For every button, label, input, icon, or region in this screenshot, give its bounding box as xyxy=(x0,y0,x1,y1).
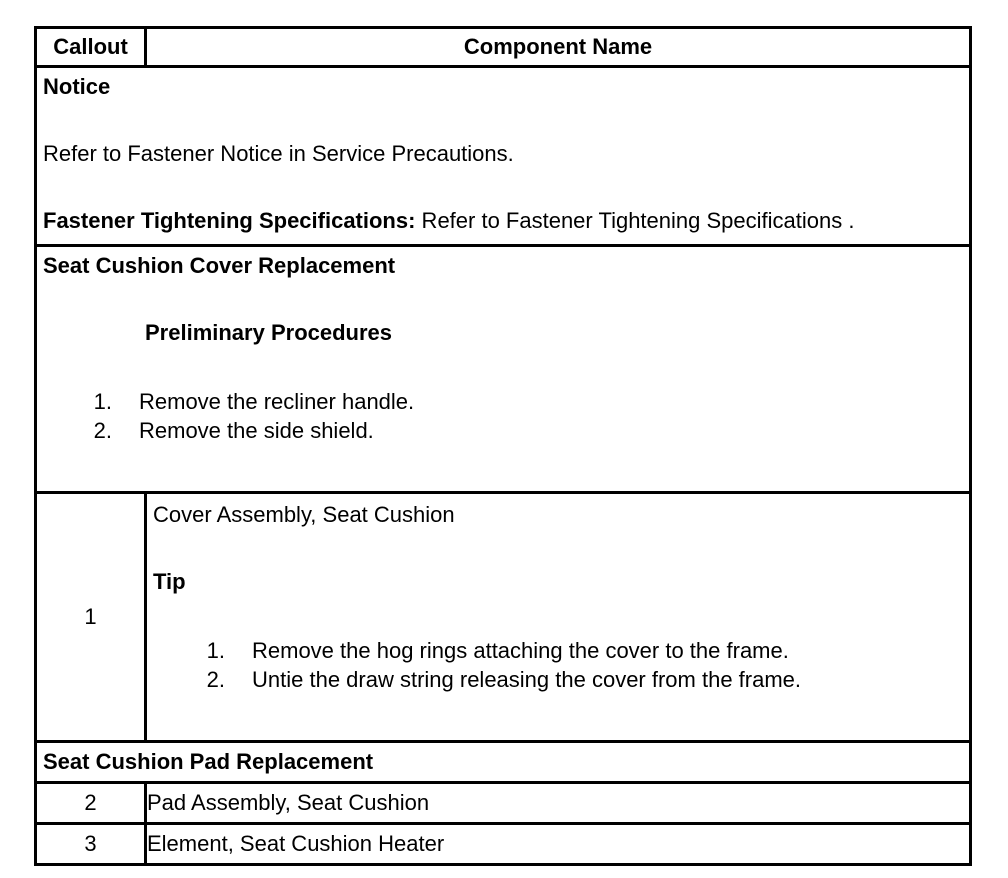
callout-cell: 1 xyxy=(36,493,146,742)
callout-header: Callout xyxy=(36,28,146,67)
list-item xyxy=(43,387,969,416)
cover-replacement-cell xyxy=(36,246,971,493)
step-number: 1. xyxy=(93,389,112,414)
pad-replacement-row xyxy=(36,742,971,783)
pad-replacement-title: Seat Cushion Pad Replacement xyxy=(36,742,971,783)
fastener-spec-line xyxy=(43,208,969,234)
list-item xyxy=(153,665,969,694)
table-row xyxy=(36,783,971,824)
component-cell xyxy=(146,493,971,742)
list-item xyxy=(153,636,969,665)
step-text: Remove the hog rings attaching the cover to the frame. xyxy=(252,638,789,663)
list-item xyxy=(43,416,969,445)
step-number: 2. xyxy=(93,418,112,443)
fastener-spec-label: Fastener Tightening Specifications: xyxy=(43,208,416,233)
component-name-header: Component Name xyxy=(146,28,971,67)
table-row xyxy=(36,493,971,742)
step-number: 1. xyxy=(206,638,225,663)
step-number: 2. xyxy=(206,667,225,692)
table-row xyxy=(36,824,971,865)
notice-title: Notice xyxy=(43,74,111,99)
cover-replacement-row xyxy=(36,246,971,493)
fastener-spec-text: Refer to Fastener Tightening Specifications . xyxy=(415,208,855,233)
cover-replacement-title: Seat Cushion Cover Replacement xyxy=(43,253,396,278)
component-name: Pad Assembly, Seat Cushion xyxy=(146,783,971,824)
preliminary-steps-list xyxy=(43,387,969,445)
tip-title: Tip xyxy=(153,569,186,594)
component-table xyxy=(34,26,972,866)
step-text: Untie the draw string releasing the cover from the frame. xyxy=(252,667,802,692)
callout-cell: 2 xyxy=(36,783,146,824)
component-name: Element, Seat Cushion Heater xyxy=(146,824,971,865)
component-name: Cover Assembly, Seat Cushion xyxy=(153,502,455,527)
tip-steps-list xyxy=(153,636,969,694)
step-text: Remove the side shield. xyxy=(139,418,374,443)
header-row xyxy=(36,28,971,67)
notice-row xyxy=(36,67,971,246)
callout-cell: 3 xyxy=(36,824,146,865)
notice-text: Refer to Fastener Notice in Service Precautions. xyxy=(43,141,514,166)
notice-cell xyxy=(36,67,971,246)
preliminary-procedures-title: Preliminary Procedures xyxy=(145,320,393,345)
step-text: Remove the recliner handle. xyxy=(139,389,415,414)
